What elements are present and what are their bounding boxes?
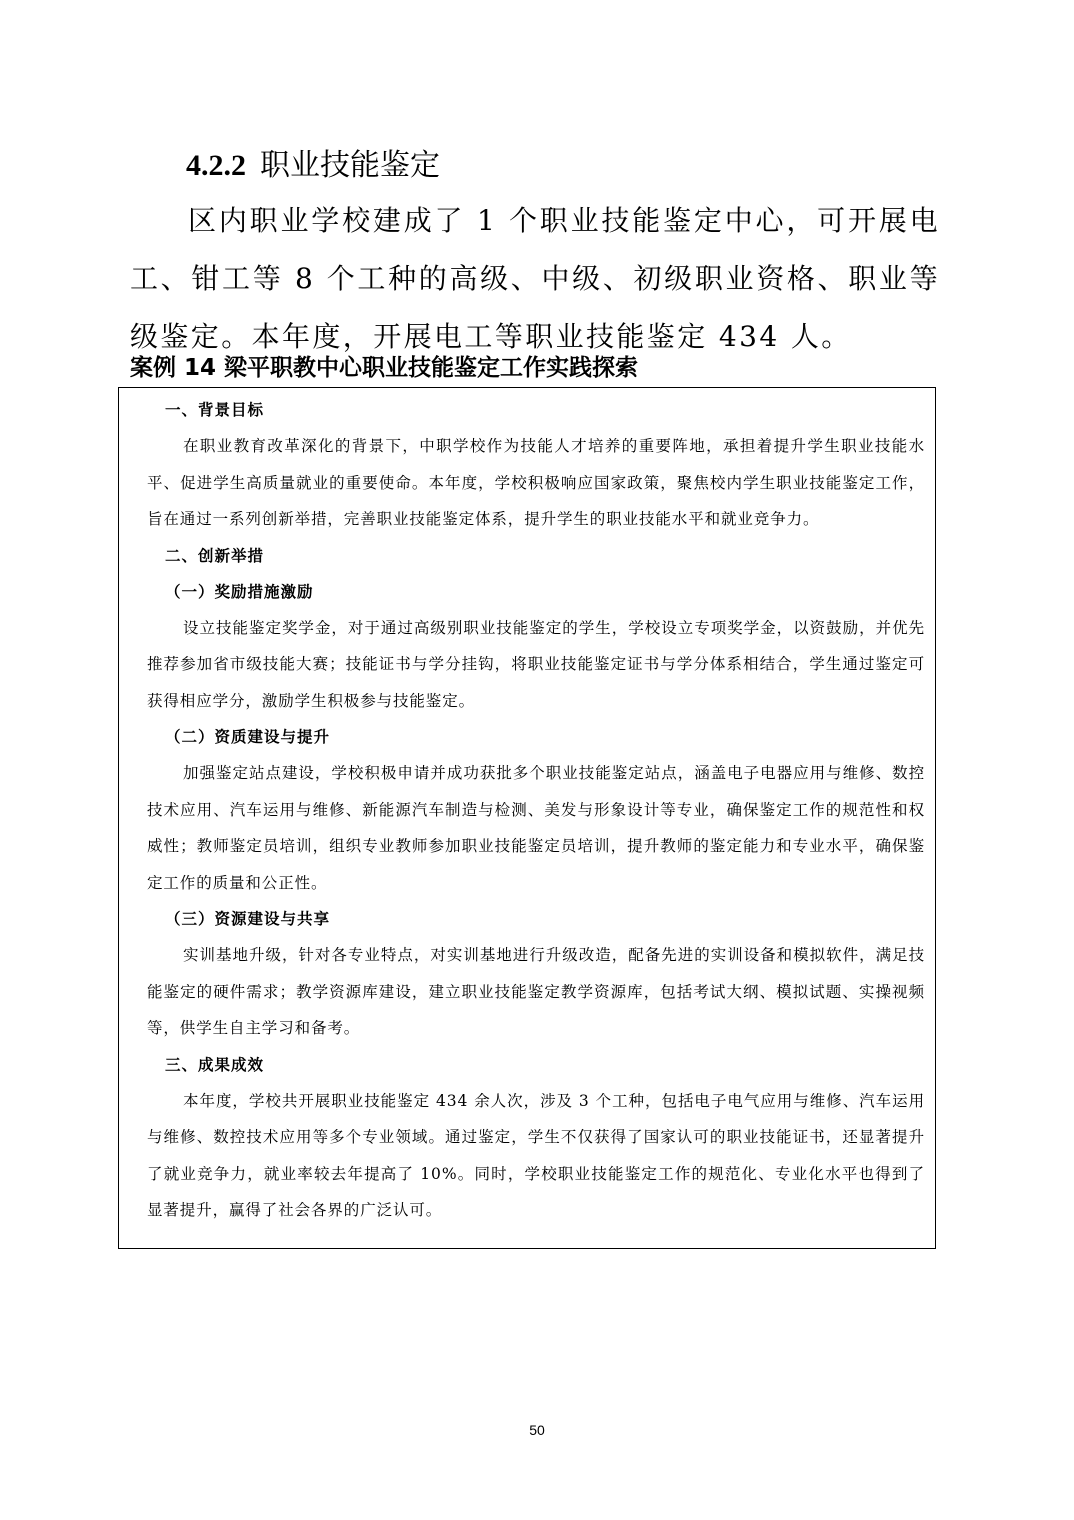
case-paragraph-background: 在职业教育改革深化的背景下，中职学校作为技能人才培养的重要阵地，承担着提升学生职业技能水平、促进学生高质量就业的重要使命。本年度，学校积极响应国家政策，聚焦校内学生职业技能鉴定工作，旨在通过一系列创新举措，完善职业技能鉴定体系，提升学生的职业技能水平和就业竞争力。 [147,437,925,528]
section-number: 4.2.2 [186,149,246,182]
case-paragraph-results: 本年度，学校共开展职业技能鉴定 434 余人次，涉及 3 个工种，包括电子电气应用与维修、汽车运用与维修、数控技术应用等多个专业领域。通过鉴定，学生不仅获得了国家认可的职业技能证书，还显著提升了就业竞争力，就业率较去年提高了 10%。同时，学校职业技能鉴定工作的规范化、专业化水平也得到了显著提升，赢得了社会各界的广泛认可。 [147,1091,925,1219]
case-paragraph-resources: 实训基地升级，针对各专业特点，对实训基地进行升级改造，配备先进的实训设备和模拟软件，满足技能鉴定的硬件需求；教学资源库建设，建立职业技能鉴定教学资源库，包括考试大纲、模拟试题、实操视频等，供学生自主学习和备考。 [147,946,925,1037]
page-number: 50 [529,1422,545,1438]
case-subheading-incentives: （一）奖励措施激励 [165,581,314,601]
case-heading-background: 一、背景目标 [165,400,265,419]
intro-paragraph: 区内职业学校建成了 1 个职业技能鉴定中心，可开展电工、钳工等 8 个工种的高级、中级、初级职业资格、职业等级鉴定。本年度，开展电工等职业技能鉴定 434 人。 [130,204,940,353]
section-title: 职业技能鉴定 [260,148,440,183]
case-subheading-qualification: （二）资质建设与提升 [165,727,331,746]
case-paragraph-qualification: 加强鉴定站点建设，学校积极申请并成功获批多个职业技能鉴定站点，涵盖电子电器应用与维修、数控技术应用、汽车运用与维修、新能源汽车制造与检测、美发与形象设计等专业，确保鉴定工作的规范性和权威性；教师鉴定员培训，组织专业教师参加职业技能鉴定员培训，提升教师的鉴定能力和专业水平，确保鉴定工作的质量和公正性。 [147,764,925,892]
case-paragraph-incentives: 设立技能鉴定奖学金，对于通过高级别职业技能鉴定的学生，学校设立专项奖学金，以资鼓励，并优先推荐参加省市级技能大赛；技能证书与学分挂钩，将职业技能鉴定证书与学分体系相结合，学生通过鉴定可获得相应学分，激励学生积极参与技能鉴定。 [147,618,925,710]
case-heading-results: 三、成果成效 [165,1054,265,1074]
case-heading-innovation: 二、创新举措 [165,545,265,565]
case-title: 案例 14 梁平职教中心职业技能鉴定工作实践探索 [130,355,639,381]
section-heading [186,144,440,188]
case-subheading-resources: （三）资源建设与共享 [165,909,331,928]
case-box [118,387,936,1249]
